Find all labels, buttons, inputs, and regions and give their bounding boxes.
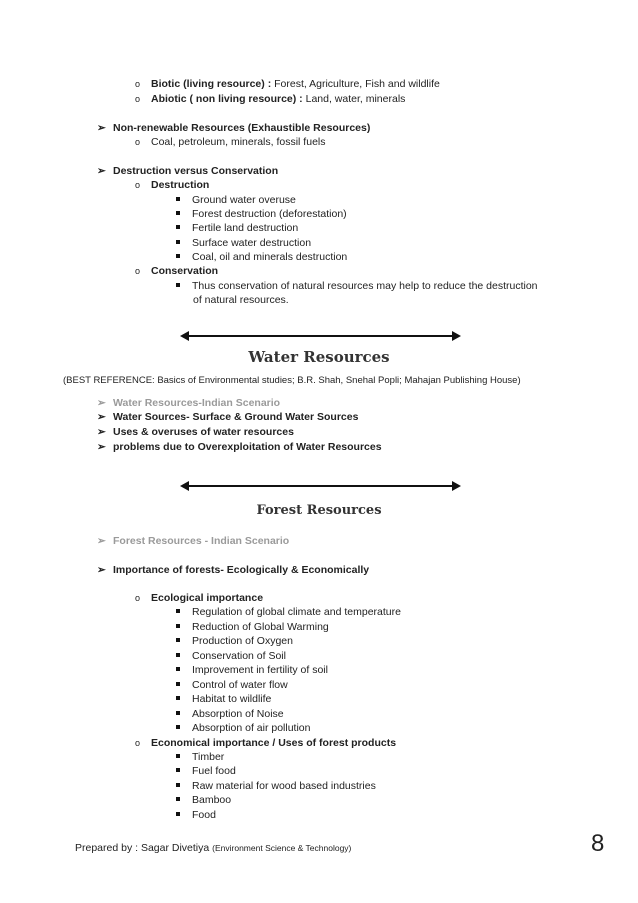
list-item: Improvement in fertility of soil [176,664,328,677]
list-item: o Conservation [135,265,219,277]
list-item: o Coal, petroleum, minerals, fossil fuels [135,136,326,148]
list-item: Forest destruction (deforestation) [176,208,347,221]
square-bullet-icon [176,696,180,700]
square-bullet-icon [176,240,180,244]
square-bullet-icon [176,783,180,787]
list-item: Bamboo [176,794,231,807]
double-arrow-divider [185,485,455,487]
arrow-bullet-icon: ➢ [97,165,106,177]
list-item-continuation: of natural resources. [193,294,289,306]
list-item: ➢ problems due to Overexploitation of Water Resources [97,441,382,453]
list-item: o Destruction [135,179,210,191]
list-item: Food [176,809,216,822]
list-item: Fertile land destruction [176,222,298,235]
list-item: o Economical importance / Uses of forest products [135,737,397,749]
section-heading: ➢ Non-renewable Resources (Exhaustible Resources) [97,122,371,134]
list-item: Habitat to wildlife [176,693,271,706]
circle-bullet-icon: o [135,79,141,89]
circle-bullet-icon: o [135,94,141,104]
arrow-bullet-icon: ➢ [97,564,106,576]
list-item: Raw material for wood based industries [176,780,376,793]
list-item: Surface water destruction [176,237,311,250]
circle-bullet-icon: o [135,593,141,603]
square-bullet-icon [176,254,180,258]
square-bullet-icon [176,211,180,215]
square-bullet-icon [176,225,180,229]
arrow-left-icon [180,331,189,341]
arrow-bullet-icon: ➢ [97,535,106,547]
list-item: Reduction of Global Warming [176,621,329,634]
circle-bullet-icon: o [135,266,141,276]
page-footer: Prepared by : Sagar Divetiya (Environment Science & Technology) [75,842,352,854]
list-item: Fuel food [176,765,236,778]
list-item: Absorption of Noise [176,708,284,721]
list-item: Regulation of global climate and temperature [176,606,401,619]
page-number: 8 [591,830,605,857]
list-item: Conservation of Soil [176,650,286,663]
arrow-bullet-icon: ➢ [97,441,106,453]
list-item: Coal, oil and minerals destruction [176,251,347,264]
arrow-left-icon [180,481,189,491]
list-item: Ground water overuse [176,194,296,207]
list-item: Absorption of air pollution [176,722,311,735]
list-item: ➢ Forest Resources - Indian Scenario [97,535,290,547]
square-bullet-icon [176,667,180,671]
square-bullet-icon [176,725,180,729]
circle-bullet-icon: o [135,738,141,748]
square-bullet-icon [176,754,180,758]
list-item: Control of water flow [176,679,288,692]
square-bullet-icon [176,797,180,801]
list-item: ➢ Uses & overuses of water resources [97,426,294,438]
arrow-right-icon [452,331,461,341]
square-bullet-icon [176,812,180,816]
circle-bullet-icon: o [135,180,141,190]
square-bullet-icon [176,197,180,201]
section-title: Forest Resources [256,503,382,518]
square-bullet-icon [176,609,180,613]
square-bullet-icon [176,711,180,715]
circle-bullet-icon: o [135,137,141,147]
arrow-bullet-icon: ➢ [97,411,106,423]
list-item: ➢ Water Resources-Indian Scenario [97,397,281,409]
list-item: ➢ Importance of forests- Ecologically & Economically [97,564,370,576]
square-bullet-icon [176,624,180,628]
list-item: o Abiotic ( non living resource) : Land, water, minerals [135,93,406,105]
list-item: o Ecological importance [135,592,264,604]
arrow-bullet-icon: ➢ [97,122,106,134]
arrow-right-icon [452,481,461,491]
square-bullet-icon [176,682,180,686]
list-item: ➢ Water Sources- Surface & Ground Water Sources [97,411,359,423]
square-bullet-icon [176,653,180,657]
list-item: o Biotic (living resource) : Forest, Agriculture, Fish and wildlife [135,78,440,90]
arrow-bullet-icon: ➢ [97,397,106,409]
list-item: Thus conservation of natural resources may help to reduce the destruction [176,280,538,293]
square-bullet-icon [176,283,180,287]
section-title: Water Resources [248,348,390,366]
reference-text: (BEST REFERENCE: Basics of Environmental studies; B.R. Shah, Snehal Popli; Mahajan Publishing House) [63,375,521,386]
square-bullet-icon [176,768,180,772]
square-bullet-icon [176,638,180,642]
section-heading: ➢ Destruction versus Conservation [97,165,279,177]
list-item: Production of Oxygen [176,635,293,648]
double-arrow-divider [185,335,455,337]
arrow-bullet-icon: ➢ [97,426,106,438]
list-item: Timber [176,751,224,764]
